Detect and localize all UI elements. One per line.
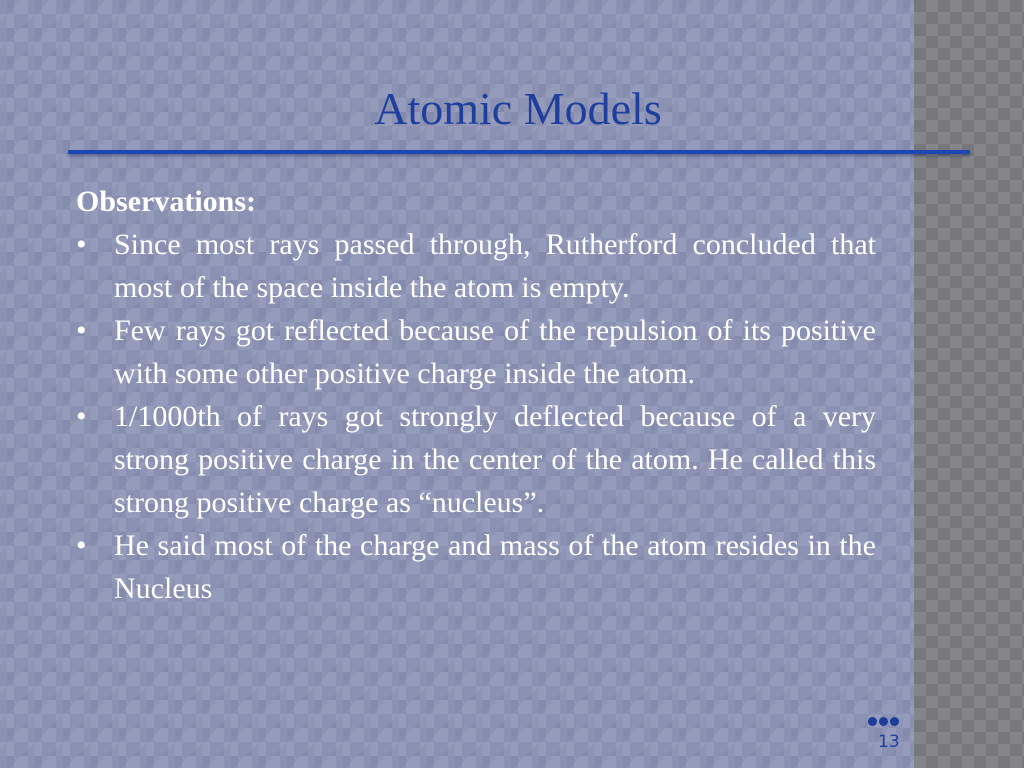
bullet-item [76,524,876,610]
ellipsis-dots-icon [868,710,901,731]
bullet-icon: • [76,400,87,433]
bullet-text: Few rays got reflected because of the repulsion of its positive with some other positive charge inside the atom. [114,314,876,390]
title-underline [68,150,970,154]
bullet-text: 1/1000th of rays got strongly deflected because of a very strong positive charge in the center of the atom. He called this strong positive charge as “nucleus”. [114,400,876,519]
bullet-icon: • [76,314,87,347]
page-number: 13 [878,732,900,752]
slide-title: Atomic Models [374,83,662,134]
observations-heading: Observations: [76,185,256,218]
bullet-text: He said most of the charge and mass of the atom resides in the Nucleus [114,529,876,605]
slide-body [76,180,876,610]
bullet-text: Since most rays passed through, Rutherford concluded that most of the space inside the atom is empty. [114,228,876,304]
bullet-item [76,395,876,524]
bullet-item [76,223,876,309]
bullet-item [76,309,876,395]
bullet-list [76,223,876,610]
bullet-icon: • [76,228,87,261]
bullet-icon: • [76,529,87,562]
